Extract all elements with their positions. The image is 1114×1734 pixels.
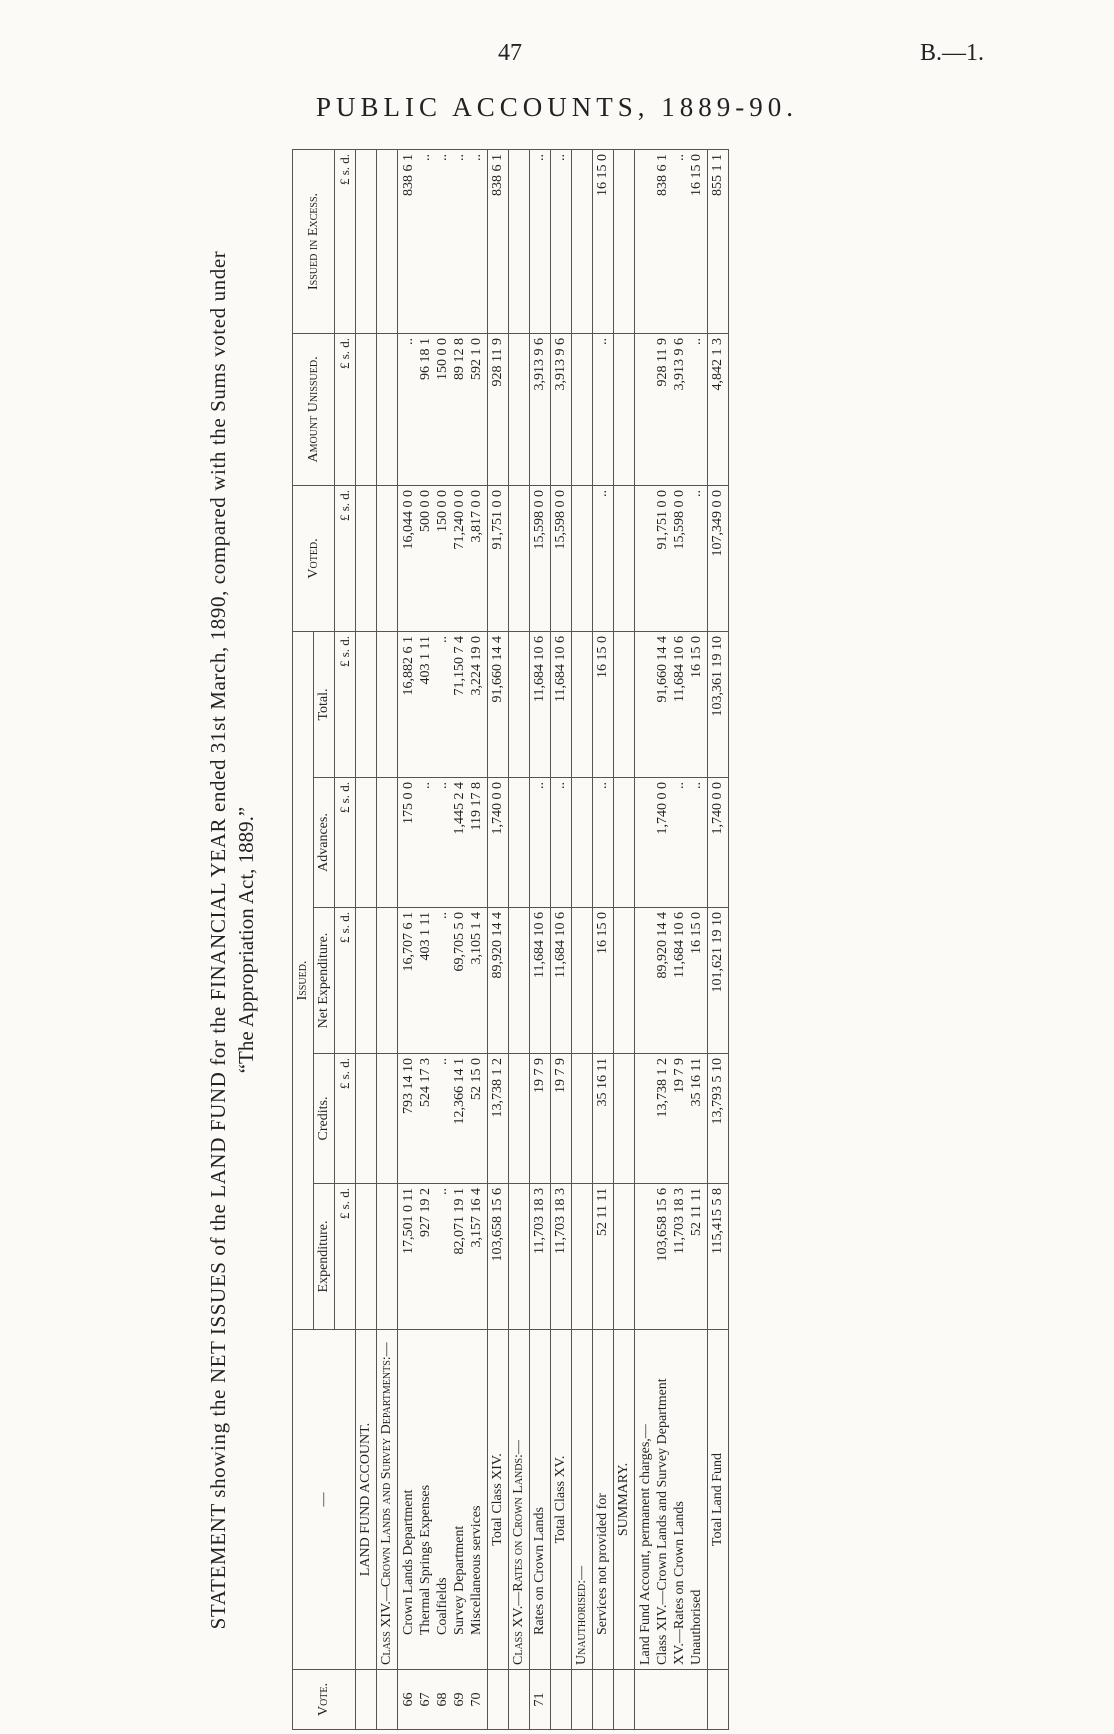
col-net-expenditure: Net Expenditure. (314, 908, 335, 1054)
class14-credits: 793 14 10 524 17 3 .. 12,366 14 1 52 15 0 (398, 1054, 488, 1184)
unit-voted: £ s. d. (335, 485, 356, 631)
grand-total-credits: 13,793 5 10 (708, 1054, 729, 1184)
page-number: 47 (498, 40, 522, 66)
unit-net: £ s. d. (335, 908, 356, 1054)
unit-excess: £ s. d. (335, 149, 356, 333)
col-total: Total. (314, 631, 335, 777)
grand-total-total: 103,361 19 10 (708, 631, 729, 777)
summary-voted: 91,751 0 0 15,598 0 0 .. (635, 485, 708, 631)
summary-credits: 13,738 1 2 19 7 9 35 16 11 (635, 1054, 708, 1184)
class15-net: 11,684 10 6 (530, 908, 551, 1054)
col-description: — (293, 1330, 356, 1670)
statement-title: STATEMENT showing the NET ISSUES of the LAND FUND for the FINANCIAL YEAR ended 31st March, 1890, compared with the Sums voted under (206, 250, 230, 1630)
col-advances: Advances. (314, 778, 335, 908)
grand-total-unissued: 4,842 1 3 (708, 333, 729, 485)
grand-total-expenditure: 115,415 5 8 (708, 1184, 729, 1330)
land-fund-table (292, 149, 729, 1730)
class15-total-advances: .. (551, 778, 572, 908)
class15-unissued: 3,913 9 6 (530, 333, 551, 485)
account-heading-row (356, 149, 377, 1729)
class14-total-advances: 1,740 0 0 (488, 778, 509, 908)
unauthorised-item-row (593, 149, 614, 1729)
class15-total-expenditure: 11,703 18 3 (551, 1184, 572, 1330)
class14-total-row (488, 149, 509, 1729)
statement-subtitle: “The Appropriation Act, 1889.” (234, 806, 258, 1074)
class15-total-excess: .. (551, 149, 572, 333)
grand-total-row (708, 149, 729, 1729)
grand-total-voted: 107,349 0 0 (708, 485, 729, 631)
rotated-statement-sheet (204, 150, 1084, 1730)
summary-unissued: 928 11 9 3,913 9 6 .. (635, 333, 708, 485)
summary-advances: 1,740 0 0 .. .. (635, 778, 708, 908)
class15-total-credits: 19 7 9 (551, 1054, 572, 1184)
summary-expenditure: 103,658 15 6 11,703 18 3 52 11 11 (635, 1184, 708, 1330)
class15-heading: Class XV.—Rates on Crown Lands:— (509, 1330, 530, 1670)
class14-expenditure: 17,501 0 11 927 19 2 .. 82,071 19 1 3,157 16 4 (398, 1184, 488, 1330)
unauthorised-credits: 35 16 11 (593, 1054, 614, 1184)
class14-total-label: Total Class XIV. (488, 1330, 509, 1670)
unauthorised-net: 16 15 0 (593, 908, 614, 1054)
unauthorised-excess: 16 15 0 (593, 149, 614, 333)
col-issued-in-excess: Issued in Excess. (293, 149, 335, 333)
class14-total-net: 89,920 14 4 (488, 908, 509, 1054)
unauthorised-total: 16 15 0 (593, 631, 614, 777)
class15-total-net: 11,684 10 6 (551, 908, 572, 1054)
class15-credits: 19 7 9 (530, 1054, 551, 1184)
class14-total-expenditure: 103,658 15 6 (488, 1184, 509, 1330)
unauthorised-unissued: .. (593, 333, 614, 485)
class14-excess: 838 6 1 .. .. .. .. (398, 149, 488, 333)
col-voted: Voted. (293, 485, 335, 631)
class14-voted: 16,044 0 0 500 0 0 150 0 0 71,240 0 0 3,817 0 0 (398, 485, 488, 631)
document-code: B.—1. (920, 40, 985, 66)
account-heading: LAND FUND ACCOUNT. (356, 1330, 377, 1670)
class14-total-unissued: 928 11 9 (488, 333, 509, 485)
class15-total-total: 11,684 10 6 (551, 631, 572, 777)
class15-advances: .. (530, 778, 551, 908)
summary-excess: 838 6 1 .. 16 15 0 (635, 149, 708, 333)
class14-heading-row (377, 149, 398, 1729)
class14-unissued: .. 96 18 1 150 0 0 89 12 8 592 1 0 (398, 333, 488, 485)
class14-items-row (398, 149, 488, 1729)
unauthorised-item-name: Services not provided for (593, 1330, 614, 1670)
class14-heading: Class XIV.—Crown Lands and Survey Departments:— (377, 1330, 398, 1670)
unit-expenditure: £ s. d. (335, 1184, 356, 1330)
class14-item-names: Crown Lands Department Thermal Springs Expenses Coalfields Survey Department Miscellaneous services (398, 1330, 488, 1670)
col-issued: Issued. (293, 631, 314, 1329)
class15-item-name: Rates on Crown Lands (530, 1330, 551, 1670)
class15-heading-row (509, 149, 530, 1729)
col-vote: Vote. (293, 1670, 356, 1730)
class14-net: 16,707 6 1 403 1 11 .. 69,705 5 0 3,105 1 4 (398, 908, 488, 1054)
summary-items-row (635, 149, 708, 1729)
unit-total: £ s. d. (335, 631, 356, 777)
grand-total-advances: 1,740 0 0 (708, 778, 729, 908)
col-expenditure: Expenditure. (314, 1184, 335, 1330)
unauthorised-heading: Unauthorised:— (572, 1330, 593, 1670)
summary-heading: SUMMARY. (614, 1330, 635, 1670)
unit-unissued: £ s. d. (335, 333, 356, 485)
grand-total-net: 101,621 19 10 (708, 908, 729, 1054)
summary-item-names: Land Fund Account, permanent charges,— Class XIV.—Crown Lands and Survey Department XV.—Rates on Crown Lands Unauthorised (635, 1330, 708, 1670)
class15-voted: 15,598 0 0 (530, 485, 551, 631)
class15-total-voted: 15,598 0 0 (551, 485, 572, 631)
class14-advances: 175 0 0 .. .. 1,445 2 4 119 17 8 (398, 778, 488, 908)
class14-total-voted: 91,751 0 0 (488, 485, 509, 631)
class14-vote-numbers: 66 67 68 69 70 (398, 1670, 488, 1730)
summary-total: 91,660 14 4 11,684 10 6 16 15 0 (635, 631, 708, 777)
statement-caption (204, 150, 286, 1730)
grand-total-excess: 855 1 1 (708, 149, 729, 333)
class15-total: 11,684 10 6 (530, 631, 551, 777)
summary-net: 89,920 14 4 11,684 10 6 16 15 0 (635, 908, 708, 1054)
class15-total-row (551, 149, 572, 1729)
col-credits: Credits. (314, 1054, 335, 1184)
unauthorised-advances: .. (593, 778, 614, 908)
unauthorised-heading-row (572, 149, 593, 1729)
unit-credits: £ s. d. (335, 1054, 356, 1184)
class15-vote-number: 71 (530, 1670, 551, 1730)
grand-total-label: Total Land Fund (708, 1330, 729, 1670)
class15-excess: .. (530, 149, 551, 333)
page-title: PUBLIC ACCOUNTS, 1889-90. (315, 92, 799, 122)
class14-total-excess: 838 6 1 (488, 149, 509, 333)
class15-expenditure: 11,703 18 3 (530, 1184, 551, 1330)
class14-total-credits: 13,738 1 2 (488, 1054, 509, 1184)
class15-item-row (530, 149, 551, 1729)
unauthorised-expenditure: 52 11 11 (593, 1184, 614, 1330)
header-row-1 (293, 149, 314, 1729)
unauthorised-voted: .. (593, 485, 614, 631)
unit-advances: £ s. d. (335, 778, 356, 908)
col-amount-unissued: Amount Unissued. (293, 333, 335, 485)
class15-total-label: Total Class XV. (551, 1330, 572, 1670)
summary-heading-row (614, 149, 635, 1729)
class14-total-total: 91,660 14 4 (488, 631, 509, 777)
class15-total-unissued: 3,913 9 6 (551, 333, 572, 485)
class14-total: 16,882 6 1 403 1 11 .. 71,150 7 4 3,224 19 0 (398, 631, 488, 777)
